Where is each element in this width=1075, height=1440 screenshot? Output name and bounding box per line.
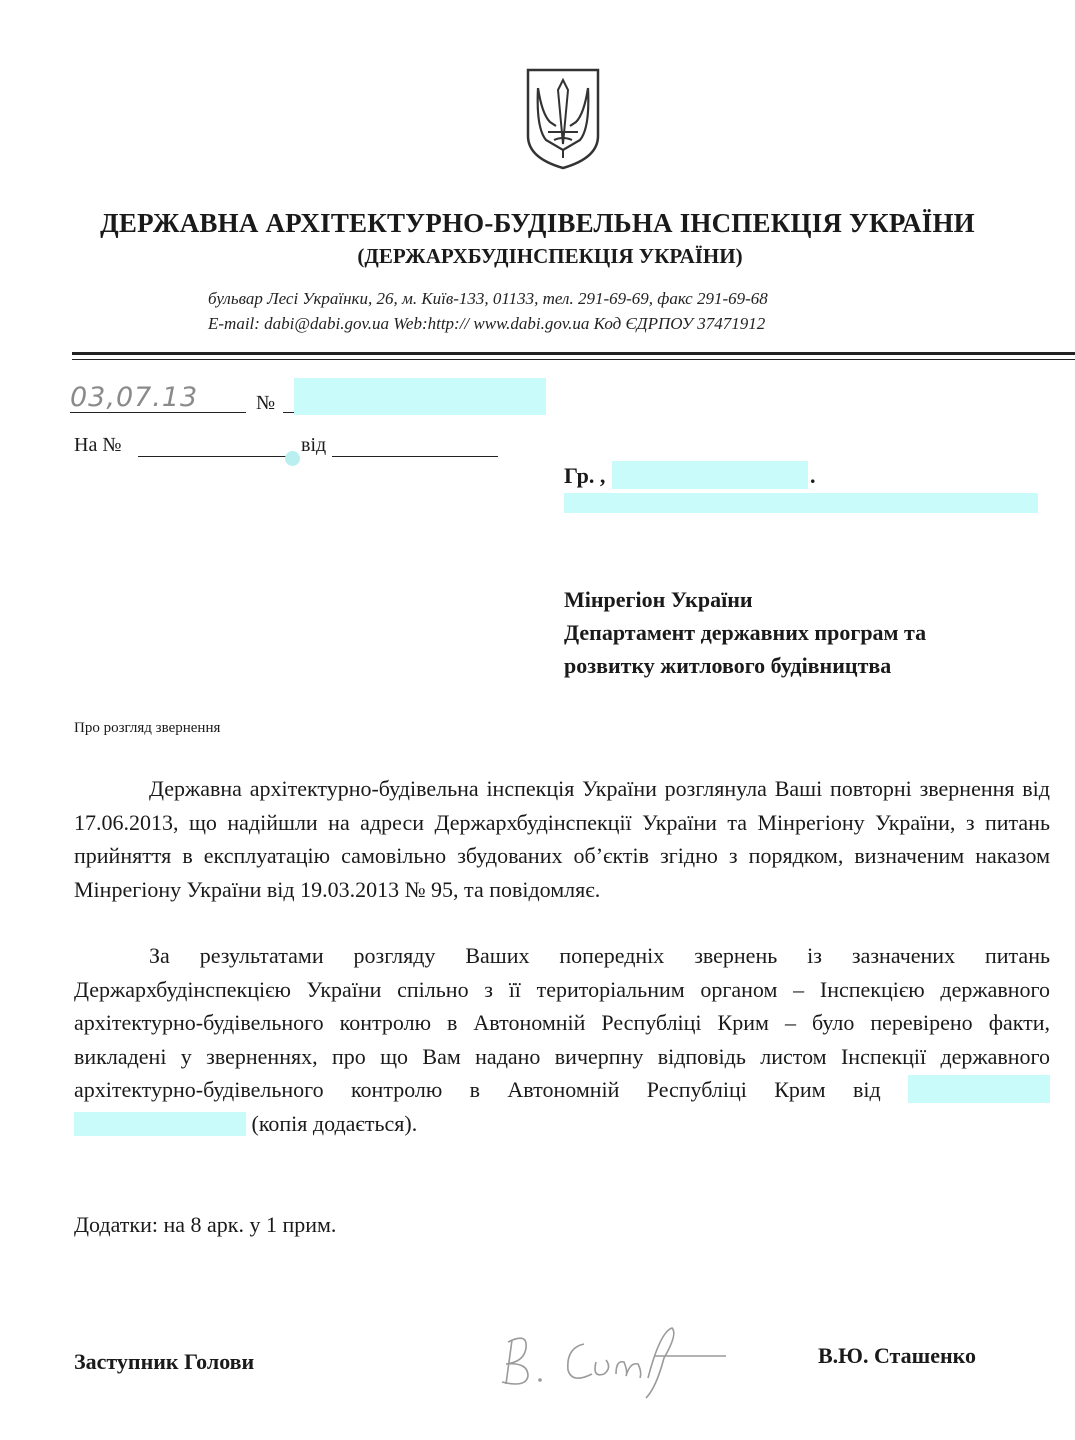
recipient-person-suffix: . (810, 463, 816, 488)
contact-web-line: E-mail: dabi@dabi.gov.ua Web:http:// www.dabi.gov.ua Код ЄДРПОУ 37471912 (208, 314, 766, 333)
recipient-ministry: Мінрегіон України (564, 587, 753, 612)
redacted-reference-number (74, 1112, 246, 1136)
recipient-person-prefix: Гр. , (564, 463, 606, 488)
body-paragraph-2 (74, 939, 1050, 1140)
reply-date-underline (332, 456, 498, 457)
header-divider (72, 352, 1075, 355)
copy-attached-note: (копія додається). (251, 1110, 418, 1136)
signatory-name: В.Ю. Сташенко (818, 1343, 977, 1368)
reply-from-label: від (301, 434, 327, 456)
body-paragraph-2-text: За результатами розгляду Ваших попередніх звернень із зазначених питань Держархбудінспекцією України спільно з її територіальним органом – Інспекцією державного архітектурно-будівельного контролю в Автономній Республіці Крим – було перевірено факти, викладені у зверненнях, про що Вам надано вичерпну відповідь листом Інспекції державного архітектурно-будівельного контролю в Автономній Республіці Крим від (74, 943, 1050, 1102)
redacted-reference-date (908, 1075, 1050, 1103)
redacted-recipient-address (564, 493, 1038, 513)
redacted-outgoing-number (294, 378, 546, 415)
reply-number-underline (138, 456, 288, 457)
contact-address-line: бульвар Лесі Українки, 26, м. Київ-133, 01133, тел. 291-69-69, факс 291-69-68 (208, 289, 768, 308)
header-divider-thin (72, 359, 1075, 360)
reply-to-number-label: На № (74, 434, 122, 456)
letter-subject: Про розгляд звернення (74, 720, 221, 736)
trident-emblem-icon (524, 66, 602, 172)
attachments-note: Додатки: на 8 арк. у 1 прим. (74, 1212, 337, 1237)
recipient-department-line2: розвитку житлового будівництва (564, 653, 892, 678)
handwritten-signature (488, 1318, 738, 1400)
outgoing-date: 03,07.13 (70, 382, 199, 413)
redaction-mark (285, 451, 300, 466)
redacted-recipient-name (612, 461, 808, 489)
signatory-role: Заступник Голови (74, 1349, 255, 1374)
body-paragraph-1: Державна архітектурно-будівельна інспекція України розглянула Ваші повторні звернення від 17.06.2013, що надійшли на адреси Держархбудінспекції України та Мінрегіону України, з питань прийняття в експлуатацію самовільно збудованих об’єктів згідно з порядком, визначеним наказом Мінрегіону України від 19.03.2013 № 95, та повідомляє. (74, 776, 1050, 902)
recipient-department-line1: Департамент державних програм та (564, 620, 927, 645)
outgoing-number-label: № (256, 392, 276, 414)
organization-name: ДЕРЖАВНА АРХІТЕКТУРНО-БУДІВЕЛЬНА ІНСПЕКЦІЯ УКРАЇНИ (100, 208, 975, 238)
date-underline (70, 412, 246, 413)
organization-abbreviation: (ДЕРЖАРХБУДІНСПЕКЦІЯ УКРАЇНИ) (357, 244, 743, 268)
